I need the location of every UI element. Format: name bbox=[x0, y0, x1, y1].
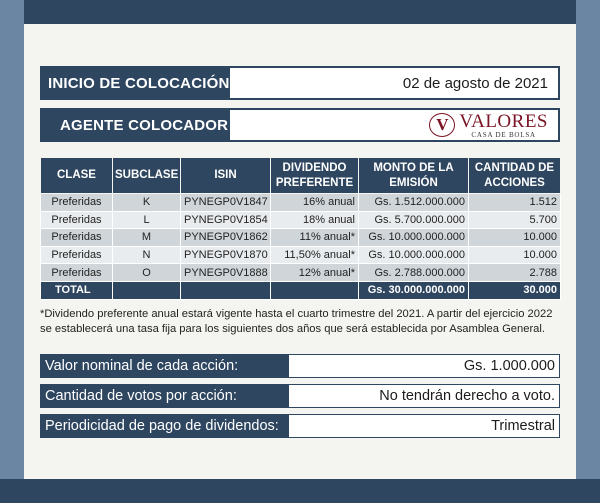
cell-dividendo: 11% anual* bbox=[271, 229, 359, 247]
periodicidad-row bbox=[40, 414, 560, 438]
cell-isin: PYNEGP0V1847 bbox=[181, 194, 271, 212]
total-empty-isin bbox=[181, 281, 271, 299]
periodicidad-value: Trimestral bbox=[491, 418, 555, 434]
total-cantidad: 30.000 bbox=[469, 281, 561, 299]
table-header-row bbox=[41, 158, 561, 194]
cell-monto: Gs. 10.000.000.000 bbox=[359, 229, 469, 247]
cell-dividendo: 12% anual* bbox=[271, 264, 359, 282]
valores-logo-sub: CASA DE BOLSA bbox=[471, 130, 536, 139]
header-clase: CLASE bbox=[41, 158, 113, 194]
header-dividendo: DIVIDENDO PREFERENTE bbox=[271, 158, 359, 194]
cell-clase: Preferidas bbox=[41, 211, 113, 229]
votos-row bbox=[40, 384, 560, 408]
valores-logo-words bbox=[459, 112, 548, 139]
table-row bbox=[41, 246, 561, 264]
cell-monto: Gs. 5.700.000.000 bbox=[359, 211, 469, 229]
top-band bbox=[0, 0, 600, 24]
cell-cantidad: 2.788 bbox=[469, 264, 561, 282]
cell-isin: PYNEGP0V1888 bbox=[181, 264, 271, 282]
total-empty-dividendo bbox=[271, 281, 359, 299]
total-monto: Gs. 30.000.000.000 bbox=[359, 281, 469, 299]
cell-subclase: K bbox=[113, 194, 181, 212]
cell-subclase: N bbox=[113, 246, 181, 264]
cell-subclase: O bbox=[113, 264, 181, 282]
cell-monto: Gs. 2.788.000.000 bbox=[359, 264, 469, 282]
footnote: *Dividendo preferente anual estará vigente hasta el cuarto trimestre del 2021. A partir del ejercicio 2022 se establecerá una tasa fija para los siguientes dos años que será establecida por Asamblea General. bbox=[40, 308, 553, 335]
total-empty-subclase bbox=[113, 281, 181, 299]
agente-colocador-label: AGENTE COLOCADOR bbox=[42, 110, 230, 140]
cell-isin: PYNEGP0V1854 bbox=[181, 211, 271, 229]
cell-cantidad: 5.700 bbox=[469, 211, 561, 229]
header-subclase: SUBCLASE bbox=[113, 158, 181, 194]
cell-clase: Preferidas bbox=[41, 264, 113, 282]
cell-dividendo: 16% anual bbox=[271, 194, 359, 212]
right-band bbox=[576, 0, 600, 503]
agente-logo-cell bbox=[230, 110, 558, 140]
table-row bbox=[41, 264, 561, 282]
left-band bbox=[0, 0, 24, 503]
votos-label: Cantidad de votos por acción: bbox=[41, 385, 289, 407]
cell-clase: Preferidas bbox=[41, 246, 113, 264]
valor-nominal-label: Valor nominal de cada acción: bbox=[41, 355, 289, 377]
cell-clase: Preferidas bbox=[41, 229, 113, 247]
bottom-band bbox=[0, 479, 600, 503]
inicio-colocacion-label: INICIO DE COLOCACIÓN bbox=[42, 68, 230, 98]
total-row bbox=[41, 281, 561, 299]
cell-isin: PYNEGP0V1870 bbox=[181, 246, 271, 264]
inicio-colocacion-value: 02 de agosto de 2021 bbox=[402, 74, 548, 92]
valores-logo bbox=[429, 112, 548, 139]
header-monto: MONTO DE LA EMISIÓN bbox=[359, 158, 469, 194]
cell-cantidad: 10.000 bbox=[469, 246, 561, 264]
table-row bbox=[41, 211, 561, 229]
table-row bbox=[41, 229, 561, 247]
periodicidad-label: Periodicidad de pago de dividendos: bbox=[41, 415, 289, 437]
cell-monto: Gs. 10.000.000.000 bbox=[359, 246, 469, 264]
cell-subclase: M bbox=[113, 229, 181, 247]
valores-logo-icon: V bbox=[429, 113, 455, 137]
agente-colocador-row bbox=[40, 108, 560, 142]
cell-dividendo: 18% anual bbox=[271, 211, 359, 229]
valor-nominal-row bbox=[40, 354, 560, 378]
inicio-colocacion-row bbox=[40, 66, 560, 100]
table-row bbox=[41, 194, 561, 212]
cell-dividendo: 11,50% anual* bbox=[271, 246, 359, 264]
header-isin: ISIN bbox=[181, 158, 271, 194]
cell-monto: Gs. 1.512.000.000 bbox=[359, 194, 469, 212]
valores-logo-name: VALORES bbox=[459, 110, 548, 132]
cell-subclase: L bbox=[113, 211, 181, 229]
emission-table bbox=[40, 157, 561, 300]
votos-value: No tendrán derecho a voto. bbox=[379, 388, 555, 404]
total-label: TOTAL bbox=[41, 281, 113, 299]
cell-cantidad: 10.000 bbox=[469, 229, 561, 247]
cell-isin: PYNEGP0V1862 bbox=[181, 229, 271, 247]
cell-clase: Preferidas bbox=[41, 194, 113, 212]
valor-nominal-value: Gs. 1.000.000 bbox=[463, 358, 555, 374]
header-cantidad: CANTIDAD DE ACCIONES bbox=[469, 158, 561, 194]
cell-cantidad: 1.512 bbox=[469, 194, 561, 212]
